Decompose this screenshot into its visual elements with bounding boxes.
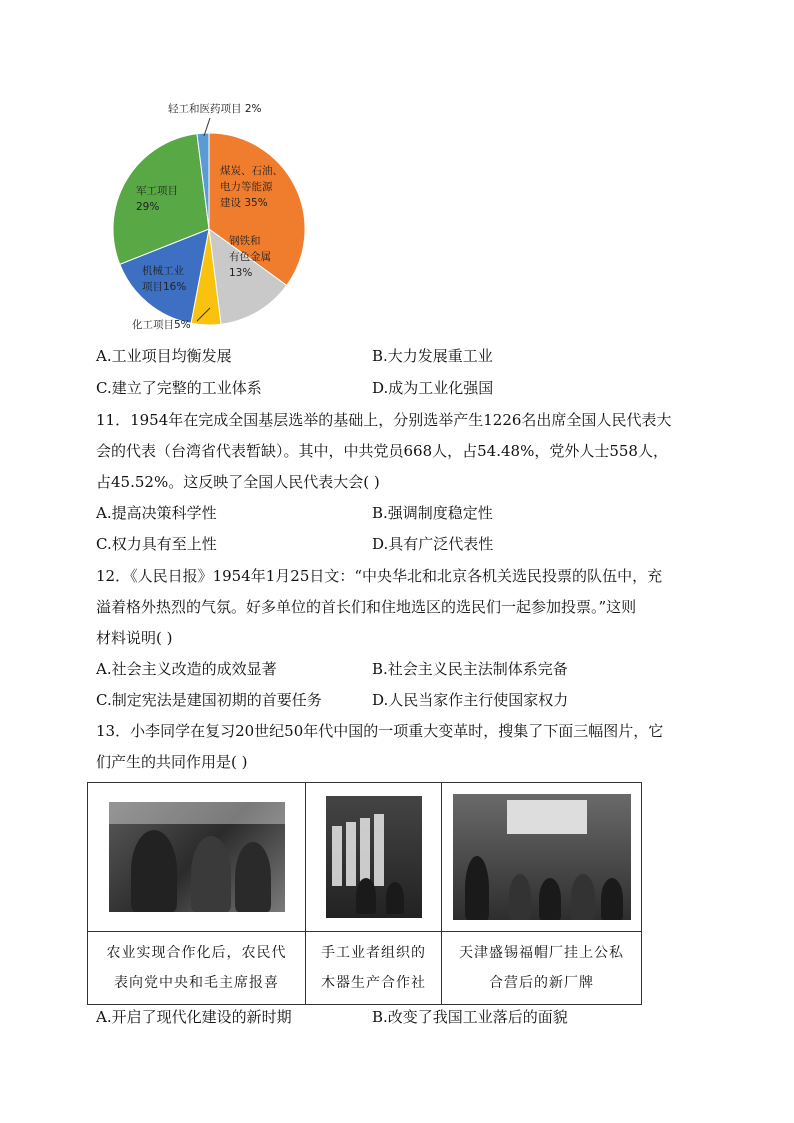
q11-stem-line-3: 占45.52%。这反映了全国人民代表大会( ) xyxy=(96,473,380,491)
q11-option-b[interactable]: B.强调制度稳定性 xyxy=(372,504,493,522)
q11-option-d[interactable]: D.具有广泛代表性 xyxy=(372,535,494,553)
pie-label-0-line-0: 煤炭、石油、 xyxy=(220,165,283,177)
photo-farmers-reporting xyxy=(109,802,285,912)
q12-option-d[interactable]: D.人民当家作主行使国家权力 xyxy=(372,691,569,709)
q11-stem-line-2: 会的代表（台湾省代表暂缺）。其中，中共党员668人，占54.48%，党外人士558人， xyxy=(96,442,668,460)
pie-label-3-line-0: 机械工业 xyxy=(142,265,184,277)
pie-svg xyxy=(92,96,322,336)
photo-cell-1 xyxy=(88,783,306,932)
q12-option-c[interactable]: C.制定宪法是建国初期的首要任务 xyxy=(96,691,322,709)
q10-option-b[interactable]: B.大力发展重工业 xyxy=(372,347,493,365)
pie-chart xyxy=(92,96,322,336)
pie-label-1-line-2: 13% xyxy=(229,267,253,279)
q10-option-a[interactable]: A.工业项目均衡发展 xyxy=(96,347,232,365)
caption-1-line-1: 农业实现合作化后，农民代 xyxy=(106,945,287,961)
caption-3-line-1: 天津盛锡福帽厂挂上公私 xyxy=(459,945,624,961)
caption-cell-1 xyxy=(88,932,306,1005)
q12-stem-line-1: 12．《人民日报》1954年1月25日文：“中央华北和北京各机关选民投票的队伍中，充 xyxy=(96,567,663,585)
caption-cell-3 xyxy=(442,932,642,1005)
q10-option-c[interactable]: C.建立了完整的工业体系 xyxy=(96,379,262,397)
photo-cell-2 xyxy=(306,783,442,932)
caption-2-line-2: 木器生产合作社 xyxy=(321,975,426,991)
pie-label-1-line-1: 有色金属 xyxy=(229,251,271,263)
q13-stem-line-1: 13．小李同学在复习20世纪50年代中国的一项重大变革时，搜集了下面三幅图片，它 xyxy=(96,722,664,740)
q11-option-c[interactable]: C.权力具有至上性 xyxy=(96,535,217,553)
pie-label-4-line-0: 军工项目 xyxy=(136,185,178,197)
q13-option-a[interactable]: A.开启了现代化建设的新时期 xyxy=(96,1008,292,1026)
pie-label-2 xyxy=(132,318,191,331)
q12-stem-line-3: 材料说明( ) xyxy=(96,629,173,647)
q12-option-b[interactable]: B.社会主义民主法制体系完备 xyxy=(372,660,568,678)
caption-1-line-2: 表向党中央和毛主席报喜 xyxy=(114,975,279,991)
photo-cell-3 xyxy=(442,783,642,932)
picture-table xyxy=(87,782,642,1005)
pie-label-4-line-1: 29% xyxy=(136,201,160,213)
q11-stem-line-1: 11．1954年在完成全国基层选举的基础上，分别选举产生1226名出席全国人民代表大 xyxy=(96,411,672,429)
caption-cell-2 xyxy=(306,932,442,1005)
pie-label-0-line-2: 建设 35% xyxy=(220,197,268,209)
q12-stem-line-2: 溢着格外热烈的气氛。好多单位的首长们和住地选区的选民们一起参加投票。”这则 xyxy=(96,598,637,616)
q13-option-b[interactable]: B.改变了我国工业落后的面貌 xyxy=(372,1008,568,1026)
q13-stem-line-2: 们产生的共同作用是( ) xyxy=(96,753,248,771)
caption-3-line-2: 合营后的新厂牌 xyxy=(489,975,594,991)
pie-label-2-line-0: 化工项目5% xyxy=(132,319,191,331)
q11-option-a[interactable]: A.提高决策科学性 xyxy=(96,504,217,522)
photo-woodwork-cooperative xyxy=(326,796,422,918)
q12-option-a[interactable]: A.社会主义改造的成效显著 xyxy=(96,660,277,678)
pie-label-5-line-0: 轻工和医药项目 2% xyxy=(168,103,262,115)
q10-option-d[interactable]: D.成为工业化强国 xyxy=(372,379,494,397)
pie-label-3-line-1: 项目16% xyxy=(142,281,187,293)
caption-2-line-1: 手工业者组织的 xyxy=(321,945,426,961)
pie-label-0-line-1: 电力等能源 xyxy=(220,181,273,193)
photo-factory-sign xyxy=(453,794,631,920)
pie-label-5 xyxy=(168,102,262,115)
pie-label-1-line-0: 钢铁和 xyxy=(229,235,261,247)
